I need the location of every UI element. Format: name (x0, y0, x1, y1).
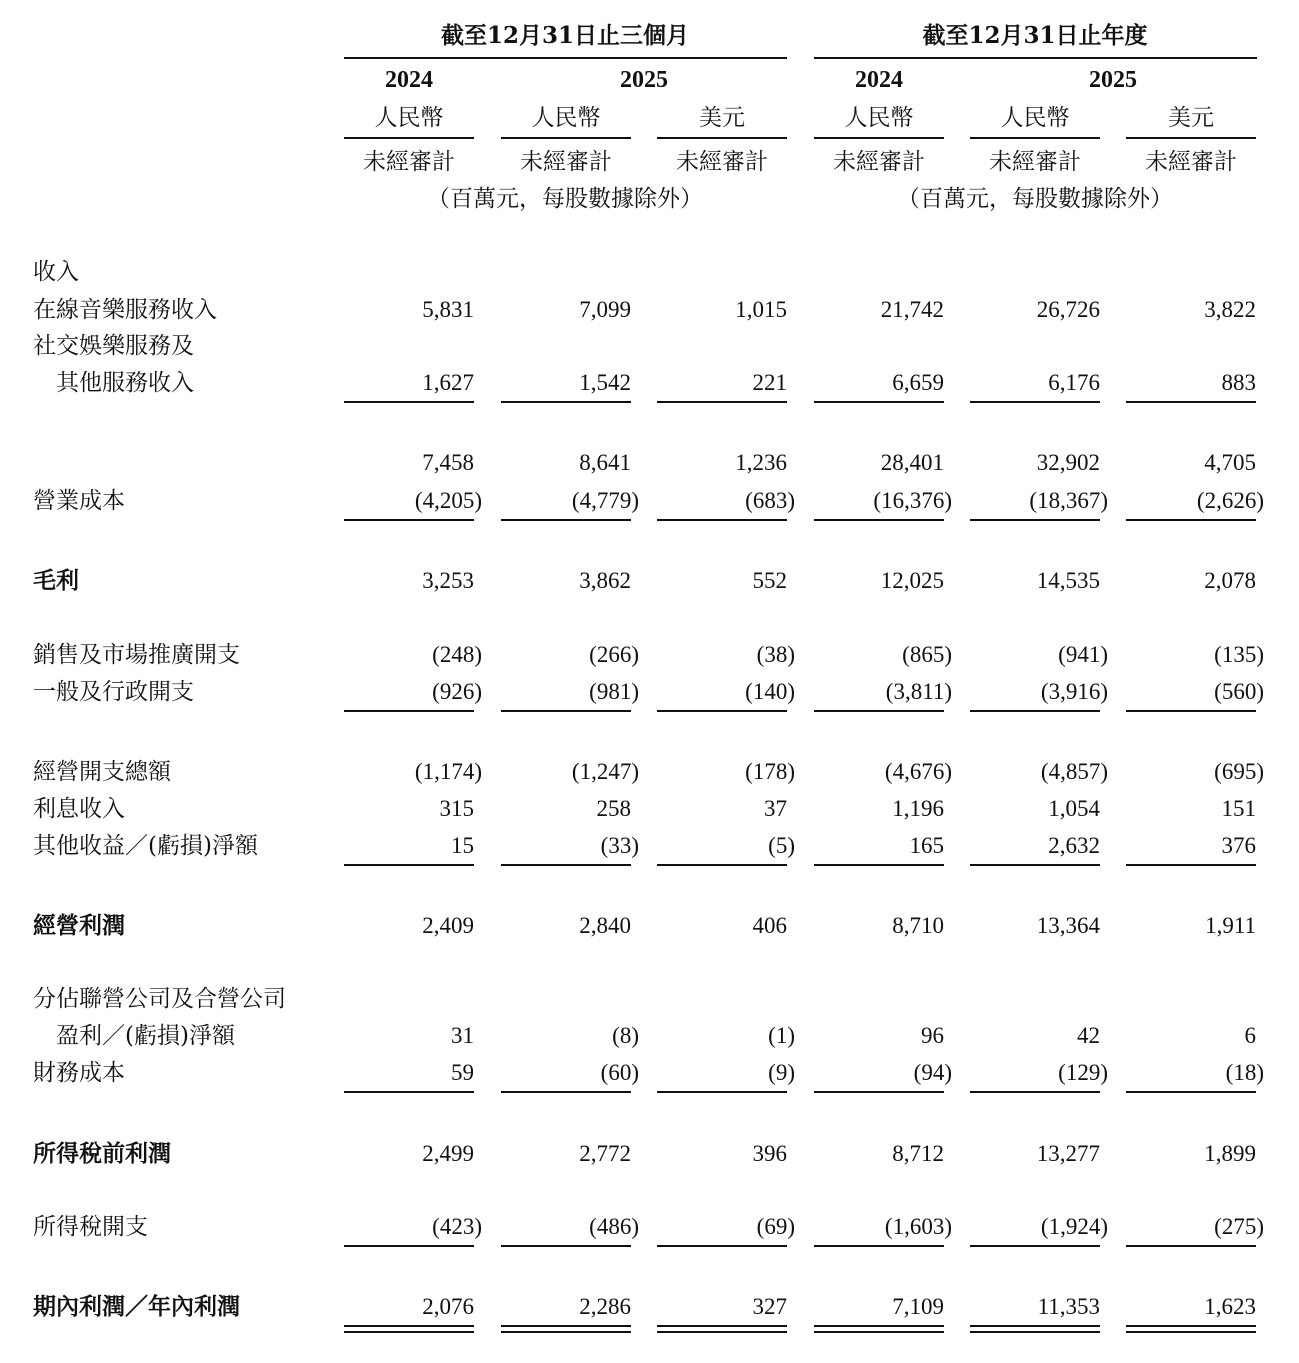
subtotal-rule (344, 401, 474, 403)
currency-underline (1126, 137, 1256, 139)
row-value: (941) (1058, 642, 1108, 667)
row-value: (560) (1214, 679, 1264, 704)
row-value: 376 (1221, 833, 1256, 858)
header-audit: 未經審計 (1145, 149, 1237, 175)
total-double-rule (501, 1331, 631, 1333)
row-value: (3,811) (885, 679, 952, 704)
row-value: 327 (752, 1294, 787, 1319)
row-value: 31 (451, 1023, 474, 1048)
row-label: 毛利 (33, 567, 79, 594)
row-value: 2,840 (579, 913, 631, 938)
row-value: 42 (1077, 1023, 1100, 1048)
row-value: (1,174) (414, 759, 482, 784)
row-value: (16,376) (873, 488, 952, 513)
subtotal-rule (1126, 864, 1256, 866)
header-divider (344, 57, 787, 59)
row-value: 6 (1244, 1023, 1256, 1048)
subtotal-rule (657, 710, 787, 712)
subtotal-rule (814, 864, 944, 866)
subtotal-rule (657, 1325, 787, 1327)
row-value: 552 (752, 568, 787, 593)
header-group-year: 截至12月31日止年度 (922, 22, 1148, 49)
row-label: 社交娛樂服務及 (33, 333, 194, 359)
row-value: 11,353 (1037, 1294, 1100, 1319)
row-label: 期內利潤／年內利潤 (33, 1293, 240, 1320)
row-value: (8) (612, 1023, 639, 1048)
row-value: (683) (745, 488, 795, 513)
subtotal-rule (657, 1245, 787, 1247)
subtotal-rule (1126, 401, 1256, 403)
unit-note: （百萬元，每股數據除外） (897, 186, 1173, 212)
subtotal-rule (344, 1091, 474, 1093)
row-label: 營業成本 (33, 488, 125, 514)
row-value: 315 (439, 796, 474, 821)
row-value: (38) (756, 642, 795, 667)
row-value: 221 (752, 370, 787, 395)
subtotal-rule (814, 519, 944, 521)
header-group-quarter: 截至12月31日止三個月 (440, 22, 690, 49)
header-audit: 未經審計 (363, 149, 455, 175)
subtotal-rule (501, 1245, 631, 1247)
row-value: 396 (752, 1141, 787, 1166)
row-value: 3,253 (422, 568, 474, 593)
header-audit: 未經審計 (520, 149, 612, 175)
row-value: 28,401 (880, 450, 944, 475)
row-value: (140) (745, 679, 795, 704)
row-label: 銷售及市場推廣開支 (33, 642, 240, 668)
subtotal-rule (1126, 710, 1256, 712)
total-double-rule (970, 1331, 1100, 1333)
subtotal-rule (970, 1091, 1100, 1093)
header-year: 2025 (1089, 67, 1137, 93)
row-value: 14,535 (1036, 568, 1100, 593)
total-double-rule (344, 1331, 474, 1333)
row-value: (1,603) (884, 1214, 952, 1239)
row-value: (178) (745, 759, 795, 784)
row-value: (981) (589, 679, 639, 704)
row-value: 5,831 (422, 297, 474, 322)
row-value: 883 (1221, 370, 1256, 395)
row-value: 1,627 (422, 370, 474, 395)
row-value: 15 (451, 833, 474, 858)
subtotal-rule (970, 710, 1100, 712)
row-value: 37 (764, 796, 787, 821)
row-value: 1,196 (892, 796, 944, 821)
header-year: 2025 (620, 67, 668, 93)
row-value: (18,367) (1029, 488, 1108, 513)
header-currency: 人民幣 (844, 105, 914, 131)
header-audit: 未經審計 (989, 149, 1081, 175)
row-value: 12,025 (880, 568, 944, 593)
row-value: (3,916) (1040, 679, 1108, 704)
row-label: 財務成本 (33, 1060, 125, 1086)
header-currency: 人民幣 (1000, 105, 1070, 131)
row-value: 1,236 (735, 450, 787, 475)
row-value: 26,726 (1036, 297, 1100, 322)
currency-underline (657, 137, 787, 139)
row-value: 21,742 (880, 297, 944, 322)
subtotal-rule (970, 1245, 1100, 1247)
row-label: 利息收入 (33, 796, 125, 822)
row-value: (60) (600, 1060, 639, 1085)
row-value: 32,902 (1036, 450, 1100, 475)
row-label: 所得稅開支 (33, 1214, 148, 1240)
row-value: 59 (451, 1060, 474, 1085)
row-value: 2,499 (422, 1141, 474, 1166)
subtotal-rule (970, 519, 1100, 521)
row-value: 2,772 (579, 1141, 631, 1166)
row-value: 258 (596, 796, 631, 821)
subtotal-rule (344, 710, 474, 712)
currency-underline (814, 137, 944, 139)
row-value: (1) (768, 1023, 795, 1048)
row-value: 3,822 (1204, 297, 1256, 322)
subtotal-rule (657, 519, 787, 521)
total-double-rule (657, 1331, 787, 1333)
row-label: 經營開支總額 (33, 759, 171, 785)
row-value: 8,641 (579, 450, 631, 475)
subtotal-rule (501, 401, 631, 403)
row-value: (275) (1214, 1214, 1264, 1239)
header-currency: 人民幣 (374, 105, 444, 131)
row-value: (135) (1214, 642, 1264, 667)
subtotal-rule (501, 519, 631, 521)
row-value: (1,247) (571, 759, 639, 784)
row-value: (266) (589, 642, 639, 667)
row-value: (926) (432, 679, 482, 704)
row-label: 其他收益／(虧損)淨額 (33, 833, 258, 859)
header-currency: 美元 (699, 105, 745, 131)
row-value: 6,176 (1048, 370, 1100, 395)
row-label: 所得稅前利潤 (33, 1140, 171, 1167)
row-value: 7,458 (422, 450, 474, 475)
row-value: (1,924) (1040, 1214, 1108, 1239)
row-value: 1,542 (579, 370, 631, 395)
subtotal-rule (814, 1325, 944, 1327)
row-label: 一般及行政開支 (33, 679, 194, 705)
total-double-rule (814, 1331, 944, 1333)
row-value: (4,857) (1040, 759, 1108, 784)
header-currency: 人民幣 (531, 105, 601, 131)
subtotal-rule (970, 864, 1100, 866)
row-label: 收入 (33, 259, 79, 285)
unit-note: （百萬元，每股數據除外） (427, 186, 703, 212)
subtotal-rule (344, 1245, 474, 1247)
row-value: 4,705 (1204, 450, 1256, 475)
header-year: 2024 (385, 67, 433, 93)
row-label: 在線音樂服務收入 (33, 297, 217, 323)
row-value: 7,099 (579, 297, 631, 322)
row-value: 1,899 (1204, 1141, 1256, 1166)
subtotal-rule (657, 864, 787, 866)
row-value: 2,286 (579, 1294, 631, 1319)
row-value: 2,076 (422, 1294, 474, 1319)
row-value: (423) (432, 1214, 482, 1239)
total-double-rule (1126, 1331, 1256, 1333)
row-value: (69) (756, 1214, 795, 1239)
currency-underline (970, 137, 1100, 139)
subtotal-rule (970, 401, 1100, 403)
subtotal-rule (970, 1325, 1100, 1327)
row-value: 1,911 (1205, 913, 1256, 938)
currency-underline (501, 137, 631, 139)
row-value: (695) (1214, 759, 1264, 784)
row-value: 7,109 (892, 1294, 944, 1319)
row-value: (5) (768, 833, 795, 858)
row-value: 2,632 (1048, 833, 1100, 858)
currency-underline (344, 137, 474, 139)
row-value: 6,659 (892, 370, 944, 395)
row-value: (9) (768, 1060, 795, 1085)
row-value: 1,015 (735, 297, 787, 322)
row-value: 8,712 (892, 1141, 944, 1166)
row-value: 13,364 (1036, 913, 1100, 938)
row-value: 151 (1221, 796, 1256, 821)
row-value: 2,078 (1204, 568, 1256, 593)
row-value: 165 (909, 833, 944, 858)
row-value: (4,205) (414, 488, 482, 513)
subtotal-rule (657, 401, 787, 403)
row-value: 1,054 (1048, 796, 1100, 821)
subtotal-rule (501, 1325, 631, 1327)
subtotal-rule (1126, 519, 1256, 521)
subtotal-rule (1126, 1091, 1256, 1093)
row-value: 406 (752, 913, 787, 938)
row-value: (486) (589, 1214, 639, 1239)
subtotal-rule (814, 401, 944, 403)
subtotal-rule (1126, 1325, 1256, 1327)
row-label: 經營利潤 (33, 912, 125, 939)
row-label: 盈利／(虧損)淨額 (56, 1023, 235, 1049)
row-value: (94) (913, 1060, 952, 1085)
row-label: 其他服務收入 (56, 370, 194, 396)
subtotal-rule (501, 1091, 631, 1093)
header-divider (814, 57, 1257, 59)
row-value: (4,676) (884, 759, 952, 784)
subtotal-rule (814, 1091, 944, 1093)
row-label: 分佔聯營公司及合營公司 (33, 986, 286, 1012)
row-value: (248) (432, 642, 482, 667)
row-value: 1,623 (1204, 1294, 1256, 1319)
row-value: (129) (1058, 1060, 1108, 1085)
header-currency: 美元 (1168, 105, 1214, 131)
header-audit: 未經審計 (676, 149, 768, 175)
row-value: (2,626) (1196, 488, 1264, 513)
subtotal-rule (501, 864, 631, 866)
row-value: (865) (902, 642, 952, 667)
row-value: 3,862 (579, 568, 631, 593)
subtotal-rule (344, 1325, 474, 1327)
row-value: 96 (921, 1023, 944, 1048)
header-audit: 未經審計 (833, 149, 925, 175)
row-value: 8,710 (892, 913, 944, 938)
subtotal-rule (344, 864, 474, 866)
row-value: (4,779) (571, 488, 639, 513)
subtotal-rule (1126, 1245, 1256, 1247)
row-value: (18) (1225, 1060, 1264, 1085)
row-value: (33) (600, 833, 639, 858)
subtotal-rule (344, 519, 474, 521)
header-year: 2024 (855, 67, 903, 93)
subtotal-rule (814, 1245, 944, 1247)
row-value: 2,409 (422, 913, 474, 938)
subtotal-rule (501, 710, 631, 712)
row-value: 13,277 (1036, 1141, 1100, 1166)
subtotal-rule (657, 1091, 787, 1093)
subtotal-rule (814, 710, 944, 712)
